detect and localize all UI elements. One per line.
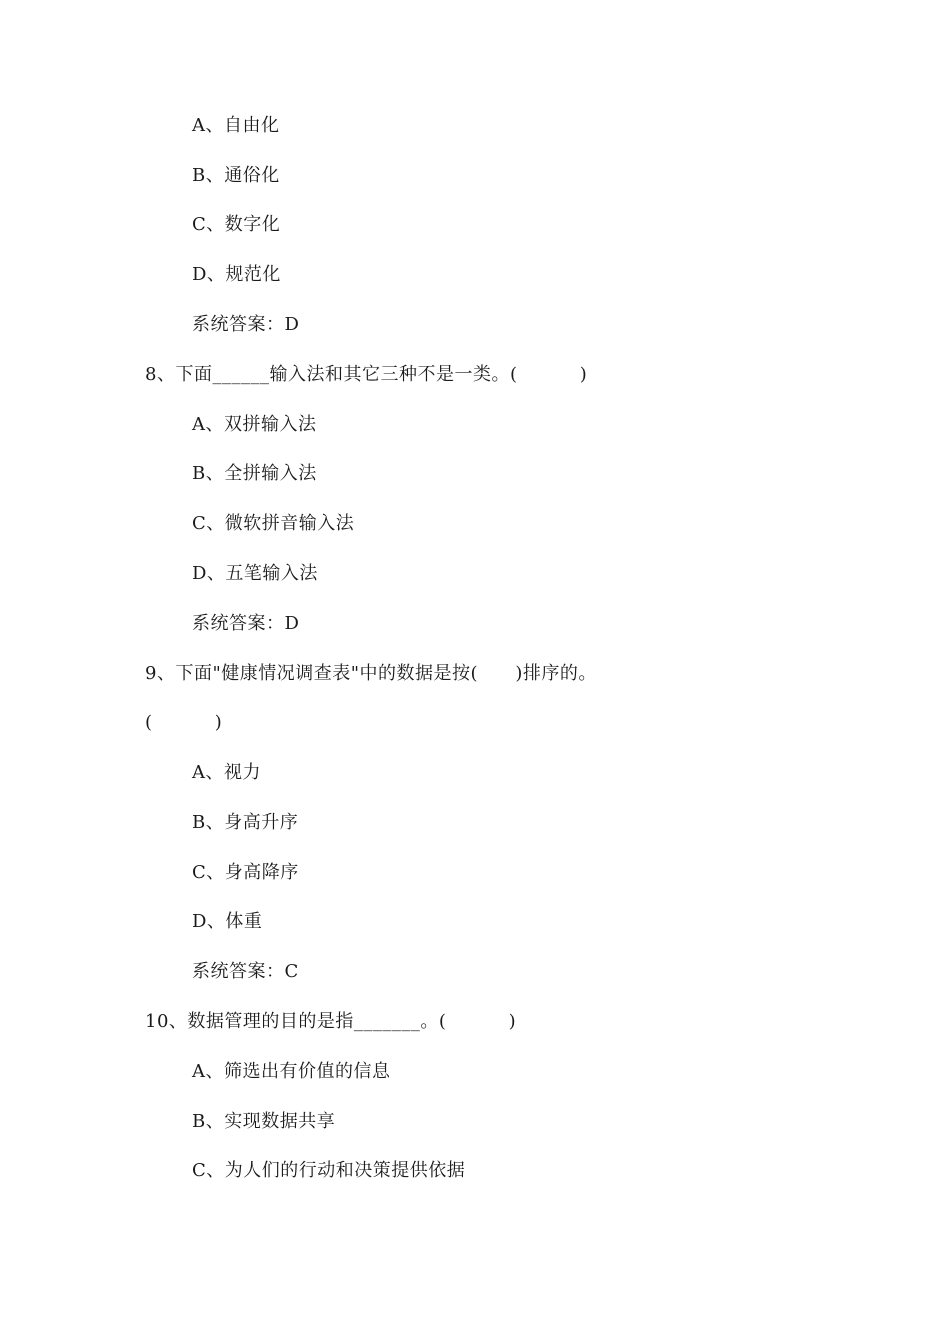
prev-option-c: C、数字化 <box>192 214 281 235</box>
q8-option-c: C、微软拼音输入法 <box>192 513 355 534</box>
q9-option-b: B、身高升序 <box>192 812 299 833</box>
q9-option-d: D、体重 <box>192 911 263 932</box>
q8-option-d: D、五笔输入法 <box>192 563 318 584</box>
question-10: 10、数据管理的目的是指_______。( ) <box>145 1011 517 1032</box>
prev-answer: 系统答案：D <box>192 314 300 335</box>
prev-option-b: B、通俗化 <box>192 165 280 186</box>
q8-option-a: A、双拼输入法 <box>192 414 317 435</box>
question-9: 9、下面"健康情况调查表"中的数据是按( )排序的。 <box>145 663 597 684</box>
q10-option-c: C、为人们的行动和决策提供依据 <box>192 1160 466 1181</box>
question-9-continuation: ( ) <box>145 712 223 733</box>
q9-answer: 系统答案：C <box>192 961 299 982</box>
question-8: 8、下面______输入法和其它三种不是一类。( ) <box>145 364 588 385</box>
q10-option-b: B、实现数据共享 <box>192 1111 336 1132</box>
prev-option-a: A、自由化 <box>192 115 280 136</box>
prev-option-d: D、规范化 <box>192 264 281 285</box>
q8-answer: 系统答案：D <box>192 613 300 634</box>
q9-option-a: A、视力 <box>192 762 261 783</box>
q9-option-c: C、身高降序 <box>192 862 299 883</box>
q8-option-b: B、全拼输入法 <box>192 463 317 484</box>
q10-option-a: A、筛选出有价值的信息 <box>192 1061 391 1082</box>
